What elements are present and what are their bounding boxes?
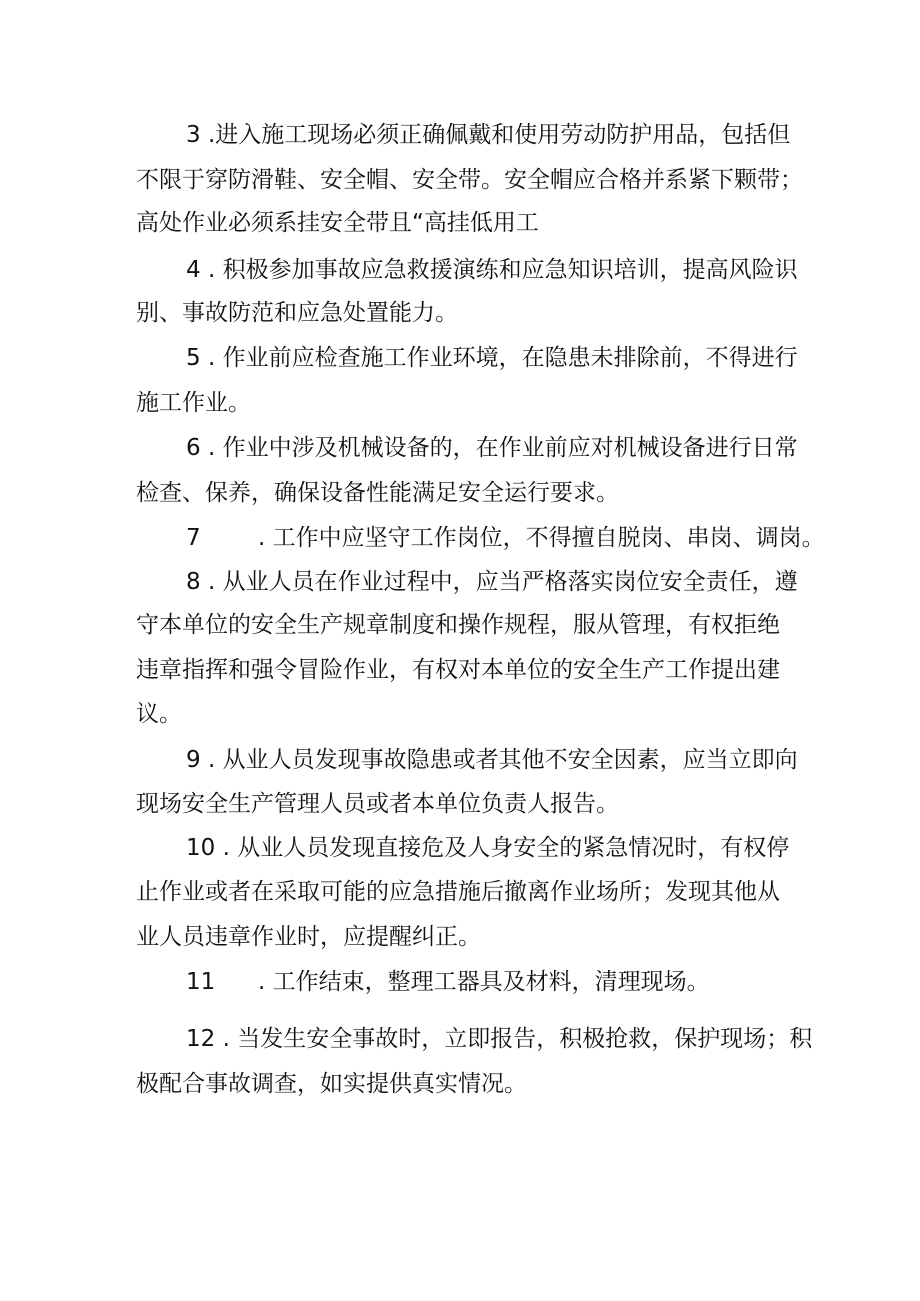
item-number: 6 bbox=[186, 435, 201, 461]
item-text-line: . 作业前应检查施工作业环境，在隐患未排除前，不得进行 bbox=[200, 345, 798, 371]
item-text-line: . 从业人员发现事故隐患或者其他不安全因素，应当立即向 bbox=[200, 747, 798, 773]
item-text-line: 违章指挥和强令冒险作业，有权对本单位的安全生产工作提出建 bbox=[136, 657, 780, 683]
item-text-line: 止作业或者在采取可能的应急措施后撤离作业场所；发现其他从 bbox=[136, 879, 780, 905]
item-number: 8 bbox=[186, 569, 201, 595]
item-number: 9 bbox=[186, 747, 201, 773]
item-number: 3 bbox=[186, 122, 201, 148]
item-text-line: 不限于穿防滑鞋、安全帽、安全带。安全帽应合格并系紧下颗带； bbox=[136, 167, 803, 193]
item-number: 7 bbox=[186, 525, 201, 551]
item-text-line: . 从业人员在作业过程中，应当严格落实岗位安全责任，遵 bbox=[200, 569, 798, 595]
item-text-line: . 积极参加事故应急救援演练和应急知识培训，提高风险识 bbox=[200, 257, 798, 283]
item-text-line: . 当发生安全事故时，立即报告，积极抢救，保护现场；积 bbox=[215, 1026, 813, 1052]
item-text-line: 极配合事故调查，如实提供真实情况。 bbox=[136, 1071, 527, 1097]
item-text-line: 高处作业必须系挂安全带且“高挂低用工 bbox=[136, 210, 539, 236]
item-text-line: . 工作中应坚守工作岗位，不得擅自脱岗、串岗、调岗。 bbox=[258, 525, 825, 551]
item-text-line: .进入施工现场必须正确佩戴和使用劳动防护用品，包括但 bbox=[200, 122, 791, 148]
item-text-line: 现场安全生产管理人员或者本单位负责人报告。 bbox=[136, 791, 619, 817]
item-text-line: . 工作结束，整理工器具及材料，清理现场。 bbox=[258, 969, 710, 995]
item-text-line: . 从业人员发现直接危及人身安全的紧急情况时，有权停 bbox=[215, 835, 790, 861]
item-number: 10 bbox=[186, 835, 216, 861]
item-number: 4 bbox=[186, 257, 201, 283]
item-text-line: 施工作业。 bbox=[136, 390, 251, 416]
item-text-line: 检查、保养，确保设备性能满足安全运行要求。 bbox=[136, 480, 619, 506]
item-text-line: 守本单位的安全生产规章制度和操作规程，服从管理，有权拒绝 bbox=[136, 612, 780, 638]
item-text-line: . 作业中涉及机械设备的，在作业前应对机械设备进行日常 bbox=[200, 435, 798, 461]
item-number: 11 bbox=[186, 969, 216, 995]
item-text-line: 议。 bbox=[136, 701, 182, 727]
item-number: 5 bbox=[186, 345, 201, 371]
item-text-line: 业人员违章作业时，应提醒纠正。 bbox=[136, 924, 481, 950]
item-number: 12 bbox=[186, 1026, 216, 1052]
item-text-line: 别、事故防范和应急处置能力。 bbox=[136, 300, 458, 326]
